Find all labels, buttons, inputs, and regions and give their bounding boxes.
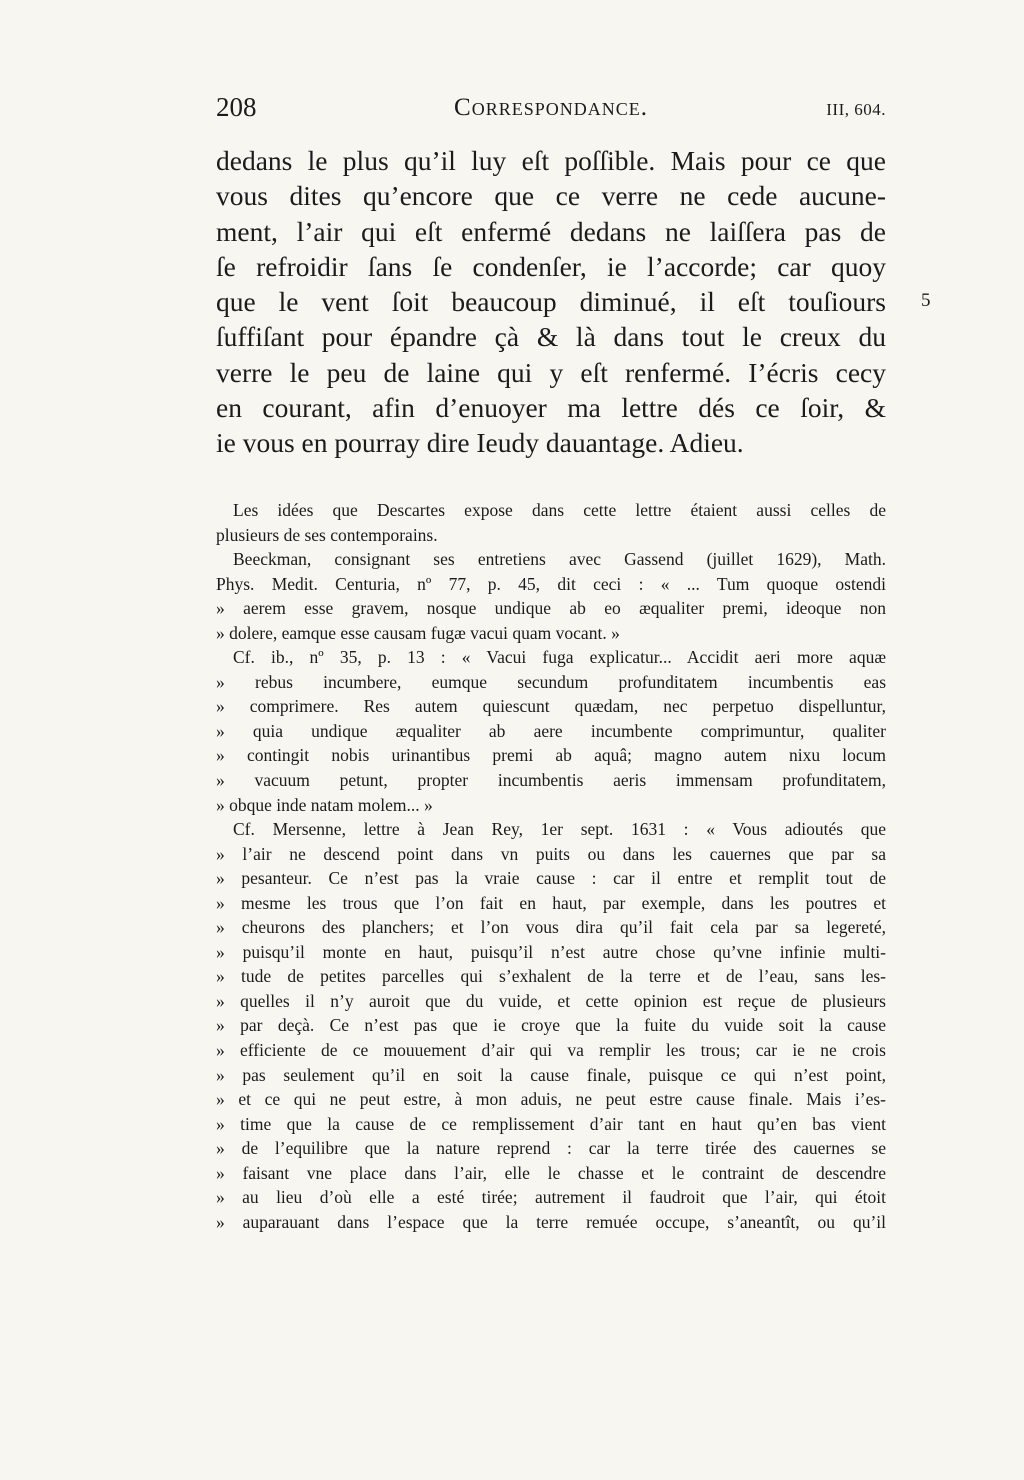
note-line: » efficiente de ce mouuement d’air qui va remplir les trous; car ie ne crois: [216, 1040, 886, 1061]
letter-line: en courant, afin d’enuoyer ma lettre dés ce ſoir, &: [216, 392, 886, 424]
note-line: » pesanteur. Ce n’est pas la vraie cause : car il entre et remplit tout de: [216, 868, 886, 889]
letter-line: dedans le plus qu’il luy eſt poſſible. Mais pour ce que: [216, 145, 886, 176]
note-line: » de l’equilibre que la nature reprend : car la terre tirée des cauernes se: [216, 1138, 886, 1159]
letter-line: ſuffiſant pour épandre çà & là dans tout le creux du: [216, 321, 886, 353]
note-line: » quelles il n’y auroit que du vuide, et cette opinion est reçue de plusieurs: [216, 990, 886, 1011]
note-line: » quia undique æqualiter ab aere incumbente comprimuntur, qualiter: [216, 720, 886, 741]
letter-line: vous dites qu’encore que ce verre ne cede aucune-: [216, 180, 886, 212]
note-line: Cf. ib., nº 35, p. 13 : « Vacui fuga explicatur... Accidit aeri more aquæ: [233, 647, 886, 668]
letter-text: [216, 143, 886, 461]
note-line: » mesme les trous que l’on fait en haut, par exemple, dans les poutres et: [216, 892, 886, 913]
note-line: » vacuum petunt, propter incumbentis aeris immensam profunditatem,: [216, 770, 886, 791]
note-line: » par deçà. Ce n’est pas que ie croye que la fuite du vuide soit la cause: [216, 1015, 886, 1036]
note-line: » et ce qui ne peut estre, à mon aduis, ne peut estre cause finale. Mais i’es-: [216, 1089, 886, 1110]
note-line: Les idées que Descartes expose dans cette lettre étaient aussi celles de: [233, 500, 886, 520]
note-line: Cf. Mersenne, lettre à Jean Rey, 1er sept. 1631 : « Vous adioutés que: [233, 819, 886, 840]
note-line: » obque inde natam molem... »: [216, 794, 433, 815]
note-line: plusieurs de ses contemporains.: [216, 524, 438, 545]
note-line: Beeckman, consignant ses entretiens avec Gassend (juillet 1629), Math.: [233, 549, 886, 570]
note-line: » pas seulement qu’il en soit la cause finale, puisque ce qui n’est point,: [216, 1064, 886, 1085]
note-line: » tude de petites parcelles qui s’exhalent de la terre et de l’eau, sans les-: [216, 966, 886, 987]
letter-line: que le vent ſoit beaucoup diminué, il eſt touſiours: [216, 286, 886, 318]
editor-notes: [216, 498, 886, 1234]
page-header: [216, 92, 886, 128]
letter-line: ie vous en pourray dire Ieudy dauantage. Adieu.: [216, 427, 744, 459]
letter-line: ſe refroidir ſans ſe condenſer, ie l’accorde; car quoy: [216, 250, 886, 282]
letter-line: verre le peu de laine qui y eſt renfermé. I’écris cecy: [216, 356, 886, 388]
note-line: » dolere, eamque esse causam fugæ vacui quam vocant. »: [216, 622, 620, 643]
note-line: » time que la cause de ce remplissement d’air tant en haut qu’en bas vient: [216, 1113, 886, 1134]
note-line: » faisant vne place dans l’air, elle le chasse et le contraint de descendre: [216, 1162, 886, 1183]
note-line: » contingit nobis urinantibus premi ab aquâ; magno autem nixu locum: [216, 745, 886, 766]
note-line: » auparauant dans l’espace que la terre remuée occupe, s’aneantît, ou qu’il: [216, 1211, 886, 1232]
note-line: » puisqu’il monte en haut, puisqu’il n’est autre chose qu’vne infinie multi-: [216, 941, 886, 962]
letter-line: ment, l’air qui eſt enfermé dedans ne laiſſera pas de: [216, 215, 886, 247]
note-line: » rebus incumbere, eumque secundum profunditatem incumbentis eas: [216, 671, 886, 692]
running-title: Correspondance.: [454, 94, 648, 121]
note-line: » comprimere. Res autem quiescunt quædam, nec perpetuo dispelluntur,: [216, 696, 886, 717]
page-number: 208: [216, 92, 257, 122]
note-line: » aerem esse gravem, nosque undique ab eo æqualiter premi, ideoque non: [216, 598, 886, 619]
note-line: » cheurons des planchers; et l’on vous dira qu’il fait cela par sa legereté,: [216, 917, 886, 938]
note-line: Phys. Medit. Centuria, nº 77, p. 45, dit ceci : « ... Tum quoque ostendi: [216, 573, 886, 594]
volume-reference: III, 604.: [826, 100, 886, 119]
note-line: » l’air ne descend point dans vn puits ou dans les cauernes que par sa: [216, 843, 886, 864]
note-line: » au lieu d’où elle a esté tirée; autrement il faudroit que l’air, qui étoit: [216, 1187, 886, 1208]
margin-line-number: 5: [921, 290, 931, 311]
